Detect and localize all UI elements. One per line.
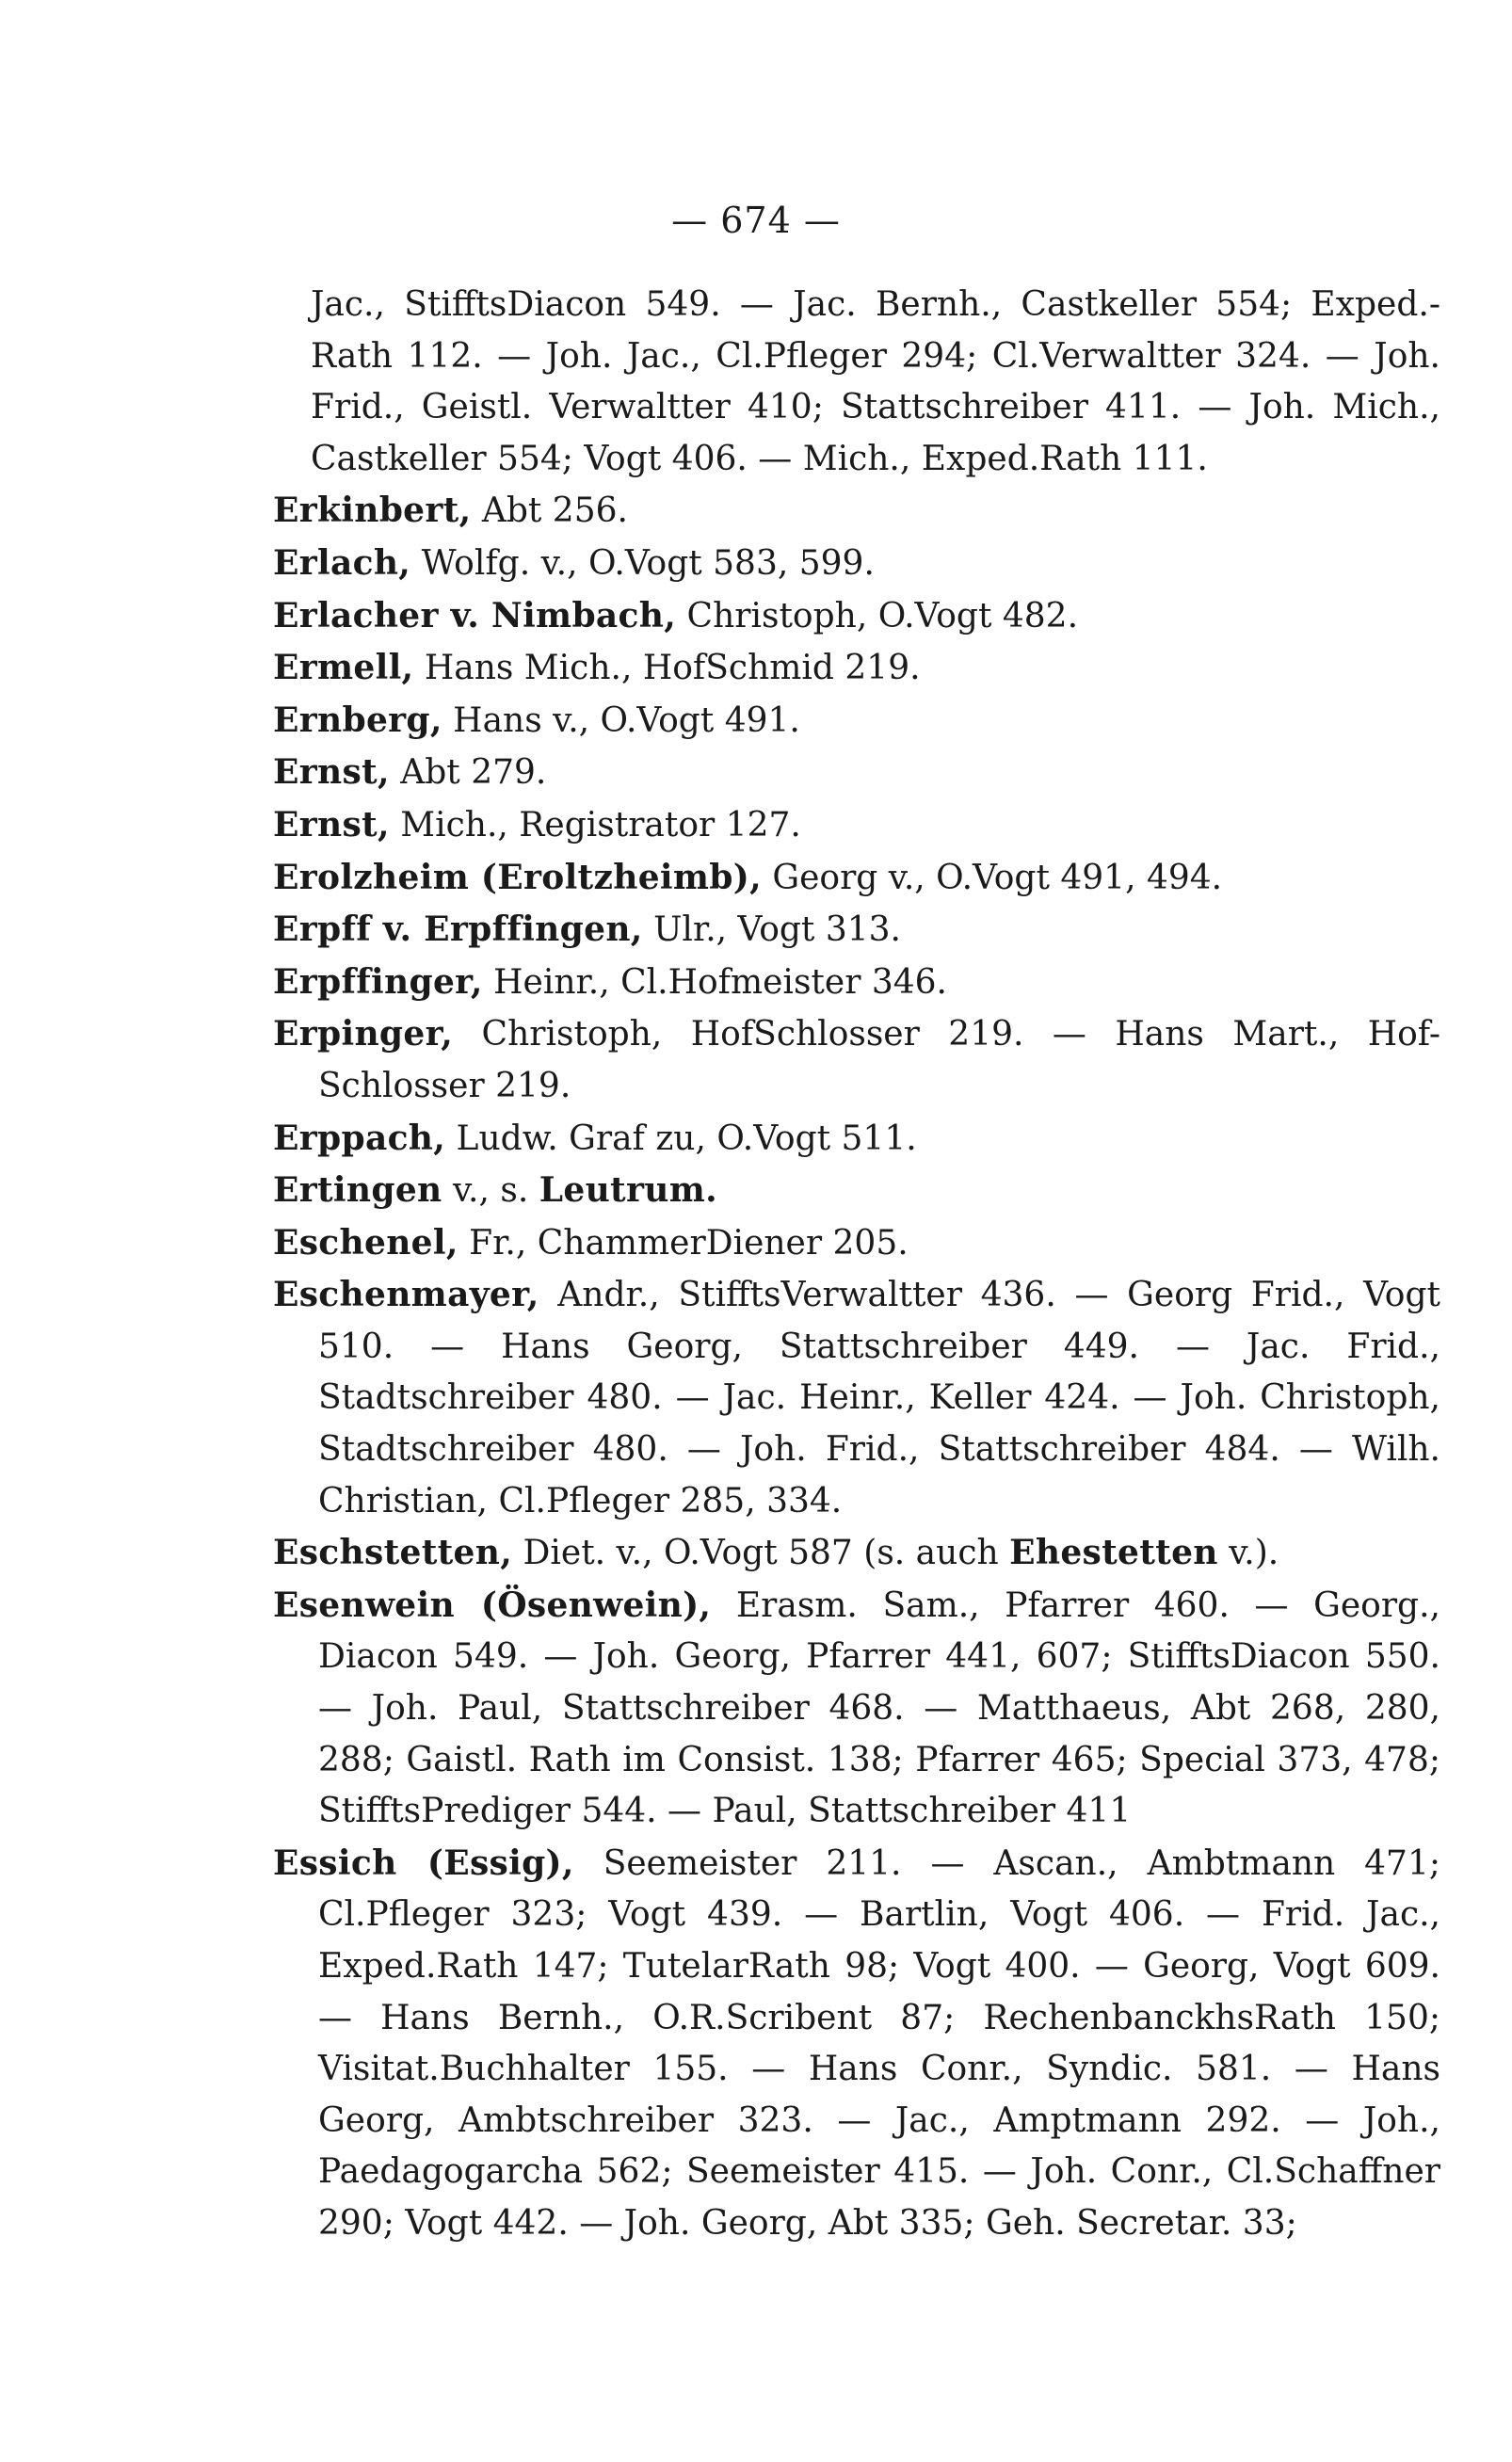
index-entry: Erpffinger, Heinr., Cl.Hofmeister 346.	[273, 961, 948, 1002]
index-entry: Erpff v. Erpffingen, Ulr., Vogt 313.	[273, 909, 901, 950]
index-entry: Eschenel, Fr., ChammerDiener 205.	[273, 1222, 909, 1263]
cross-reference: Leutrum.	[539, 1170, 717, 1211]
index-entry: Erlach, Wolfg. v., O.Vogt 583, 599.	[273, 542, 875, 583]
index-entry: Jac., StifftsDiacon 549. — Jac. Bernh., Castkeller 554; Exped.-Rath 112. — Joh. Jac., Cl.Pfleger 294; Cl.Verwaltter 324. — Joh. Frid., Geistl. Verwaltter 410; Stattschreiber 411. — Joh. Mich., Castkeller 554; Vogt 406. — Mich., Exped.Rath 111.	[311, 285, 1440, 478]
index-entry: Ermell, Hans Mich., HofSchmid 219.	[273, 648, 921, 688]
index-entry: Erppach, Ludw. Graf zu, O.Vogt 511.	[273, 1118, 917, 1158]
index-entry: Esenwein (Ösenwein), Erasm. Sam., Pfarrer 460. — Georg., Diacon 549. — Joh. Georg, Pfarrer 441, 607; StifftsDiacon 550. — Joh. Paul, Stattschreiber 468. — Matthaeus, Abt 268, 280, 288; Gaistl. Rath im Consist. 138; Pfarrer 465; Special 373, 478; StifftsPrediger 544. — Paul, Stattschreiber 411	[273, 1585, 1440, 1831]
index-entry: Erlacher v. Nimbach, Christoph, O.Vogt 482.	[273, 595, 1079, 636]
cross-reference: Ehestetten	[1009, 1533, 1218, 1573]
index-entry: Erpinger, Christoph, HofSchlosser 219. — Hans Mart., Hof-Schlosser 219.	[273, 1014, 1440, 1105]
index-entries	[273, 279, 1440, 2250]
index-entry: Eschstetten, Diet. v., O.Vogt 587 (s. auch Ehestetten v.).	[273, 1533, 1279, 1573]
index-entry: Erkinbert, Abt 256.	[273, 491, 628, 531]
index-entry: Ernst, Abt 279.	[273, 752, 547, 793]
index-entry: Erolzheim (Eroltzheimb), Georg v., O.Vogt 491, 494.	[273, 857, 1223, 897]
index-entry: Eschenmayer, Andr., StifftsVerwaltter 436. — Georg Frid., Vogt 510. — Hans Georg, Stattschreiber 449. — Jac. Frid., Stadtschreiber 480. — Jac. Heinr., Keller 424. — Joh. Christoph, Stadtschreiber 480. — Joh. Frid., Stattschreiber 484. — Wilh. Christian, Cl.Pfleger 285, 334.	[273, 1275, 1440, 1521]
index-entry: Ernst, Mich., Registrator 127.	[273, 804, 801, 845]
index-entry: Essich (Essig), Seemeister 211. — Ascan., Ambtmann 471; Cl.Pfleger 323; Vogt 439. — Bartlin, Vogt 406. — Frid. Jac., Exped.Rath 147; TutelarRath 98; Vogt 400. — Georg, Vogt 609. — Hans Bernh., O.R.Scribent 87; RechenbanckhsRath 150; Visitat.Buchhalter 155. — Hans Conr., Syndic. 581. — Hans Georg, Ambtschreiber 323. — Jac., Amptmann 292. — Joh., Paedagogarcha 562; Seemeister 415. — Joh. Conr., Cl.Schaffner 290; Vogt 442. — Joh. Georg, Abt 335; Geh. Secretar. 33;	[273, 1842, 1440, 2243]
index-entry: Ertingen v., s. Leutrum.	[273, 1170, 717, 1211]
page-number: — 674 —	[671, 200, 841, 241]
index-entry: Ernberg, Hans v., O.Vogt 491.	[273, 700, 800, 740]
